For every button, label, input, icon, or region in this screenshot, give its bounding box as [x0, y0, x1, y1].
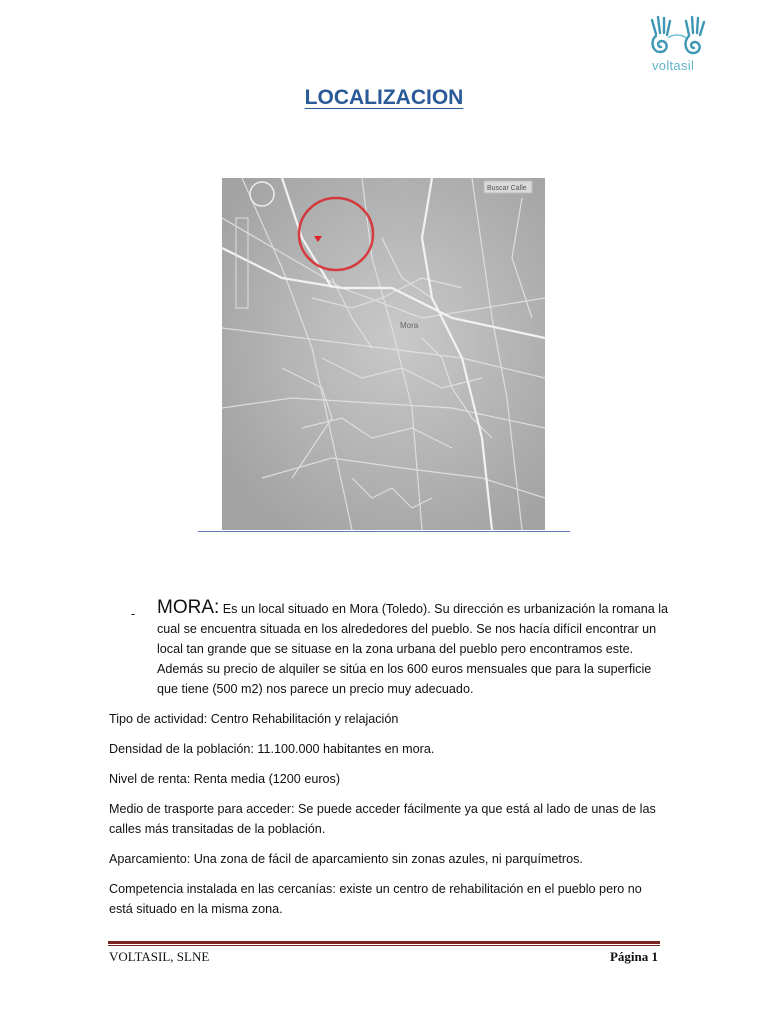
map-underline: [198, 531, 570, 532]
footer-page-number: Página 1: [609, 949, 658, 964]
map-town-label: Mora: [400, 321, 419, 330]
footer-rule: [108, 941, 660, 944]
bullet-item: [109, 598, 669, 699]
footer-rule-thin: [108, 945, 660, 946]
logo-text: voltasil: [652, 58, 695, 73]
paragraph-income: Nivel de renta: Renta media (1200 euros): [109, 772, 341, 786]
paragraph-density: Densidad de la población: 11.100.000 habitantes en mora.: [109, 742, 435, 756]
body-content: [109, 598, 669, 919]
paragraph-transport: Medio de trasporte para acceder: Se puede acceder fácilmente ya que está al lado de unas de las calles más transitadas de la población.: [109, 802, 656, 836]
page-title: LOCALIZACION: [304, 86, 464, 109]
street-map-image: [222, 178, 545, 530]
map-search-label: Buscar Calle: [487, 185, 527, 192]
footer-company: VOLTASIL, SLNE: [109, 949, 210, 964]
bullet-text: Es un local situado en Mora (Toledo). Su dirección es urbanización la romana la cual se encuentra situada en los alrededores del pueblo. Se nos hacía difícil encontrar un local tan grande que se situase en la zona urbana del pueblo pero encontramos este. Además su precio de alquiler se sitúa en los 600 euros mensuales que para la superficie que tiene (500 m2) nos parece un precio muy adecuado.: [157, 602, 669, 696]
paragraph-parking: Aparcamiento: Una zona de fácil de aparcamiento sin zonas azules, ni parquímetros.: [109, 852, 583, 866]
bullet-heading: MORA:: [157, 597, 220, 618]
paragraph-competition: Competencia instalada en las cercanías: existe un centro de rehabilitación en el pueblo pero no está situado en la misma zona.: [109, 882, 642, 916]
paragraph-activity: Tipo de actividad: Centro Rehabilitación y relajación: [109, 712, 399, 726]
bullet-dash: -: [131, 607, 136, 621]
